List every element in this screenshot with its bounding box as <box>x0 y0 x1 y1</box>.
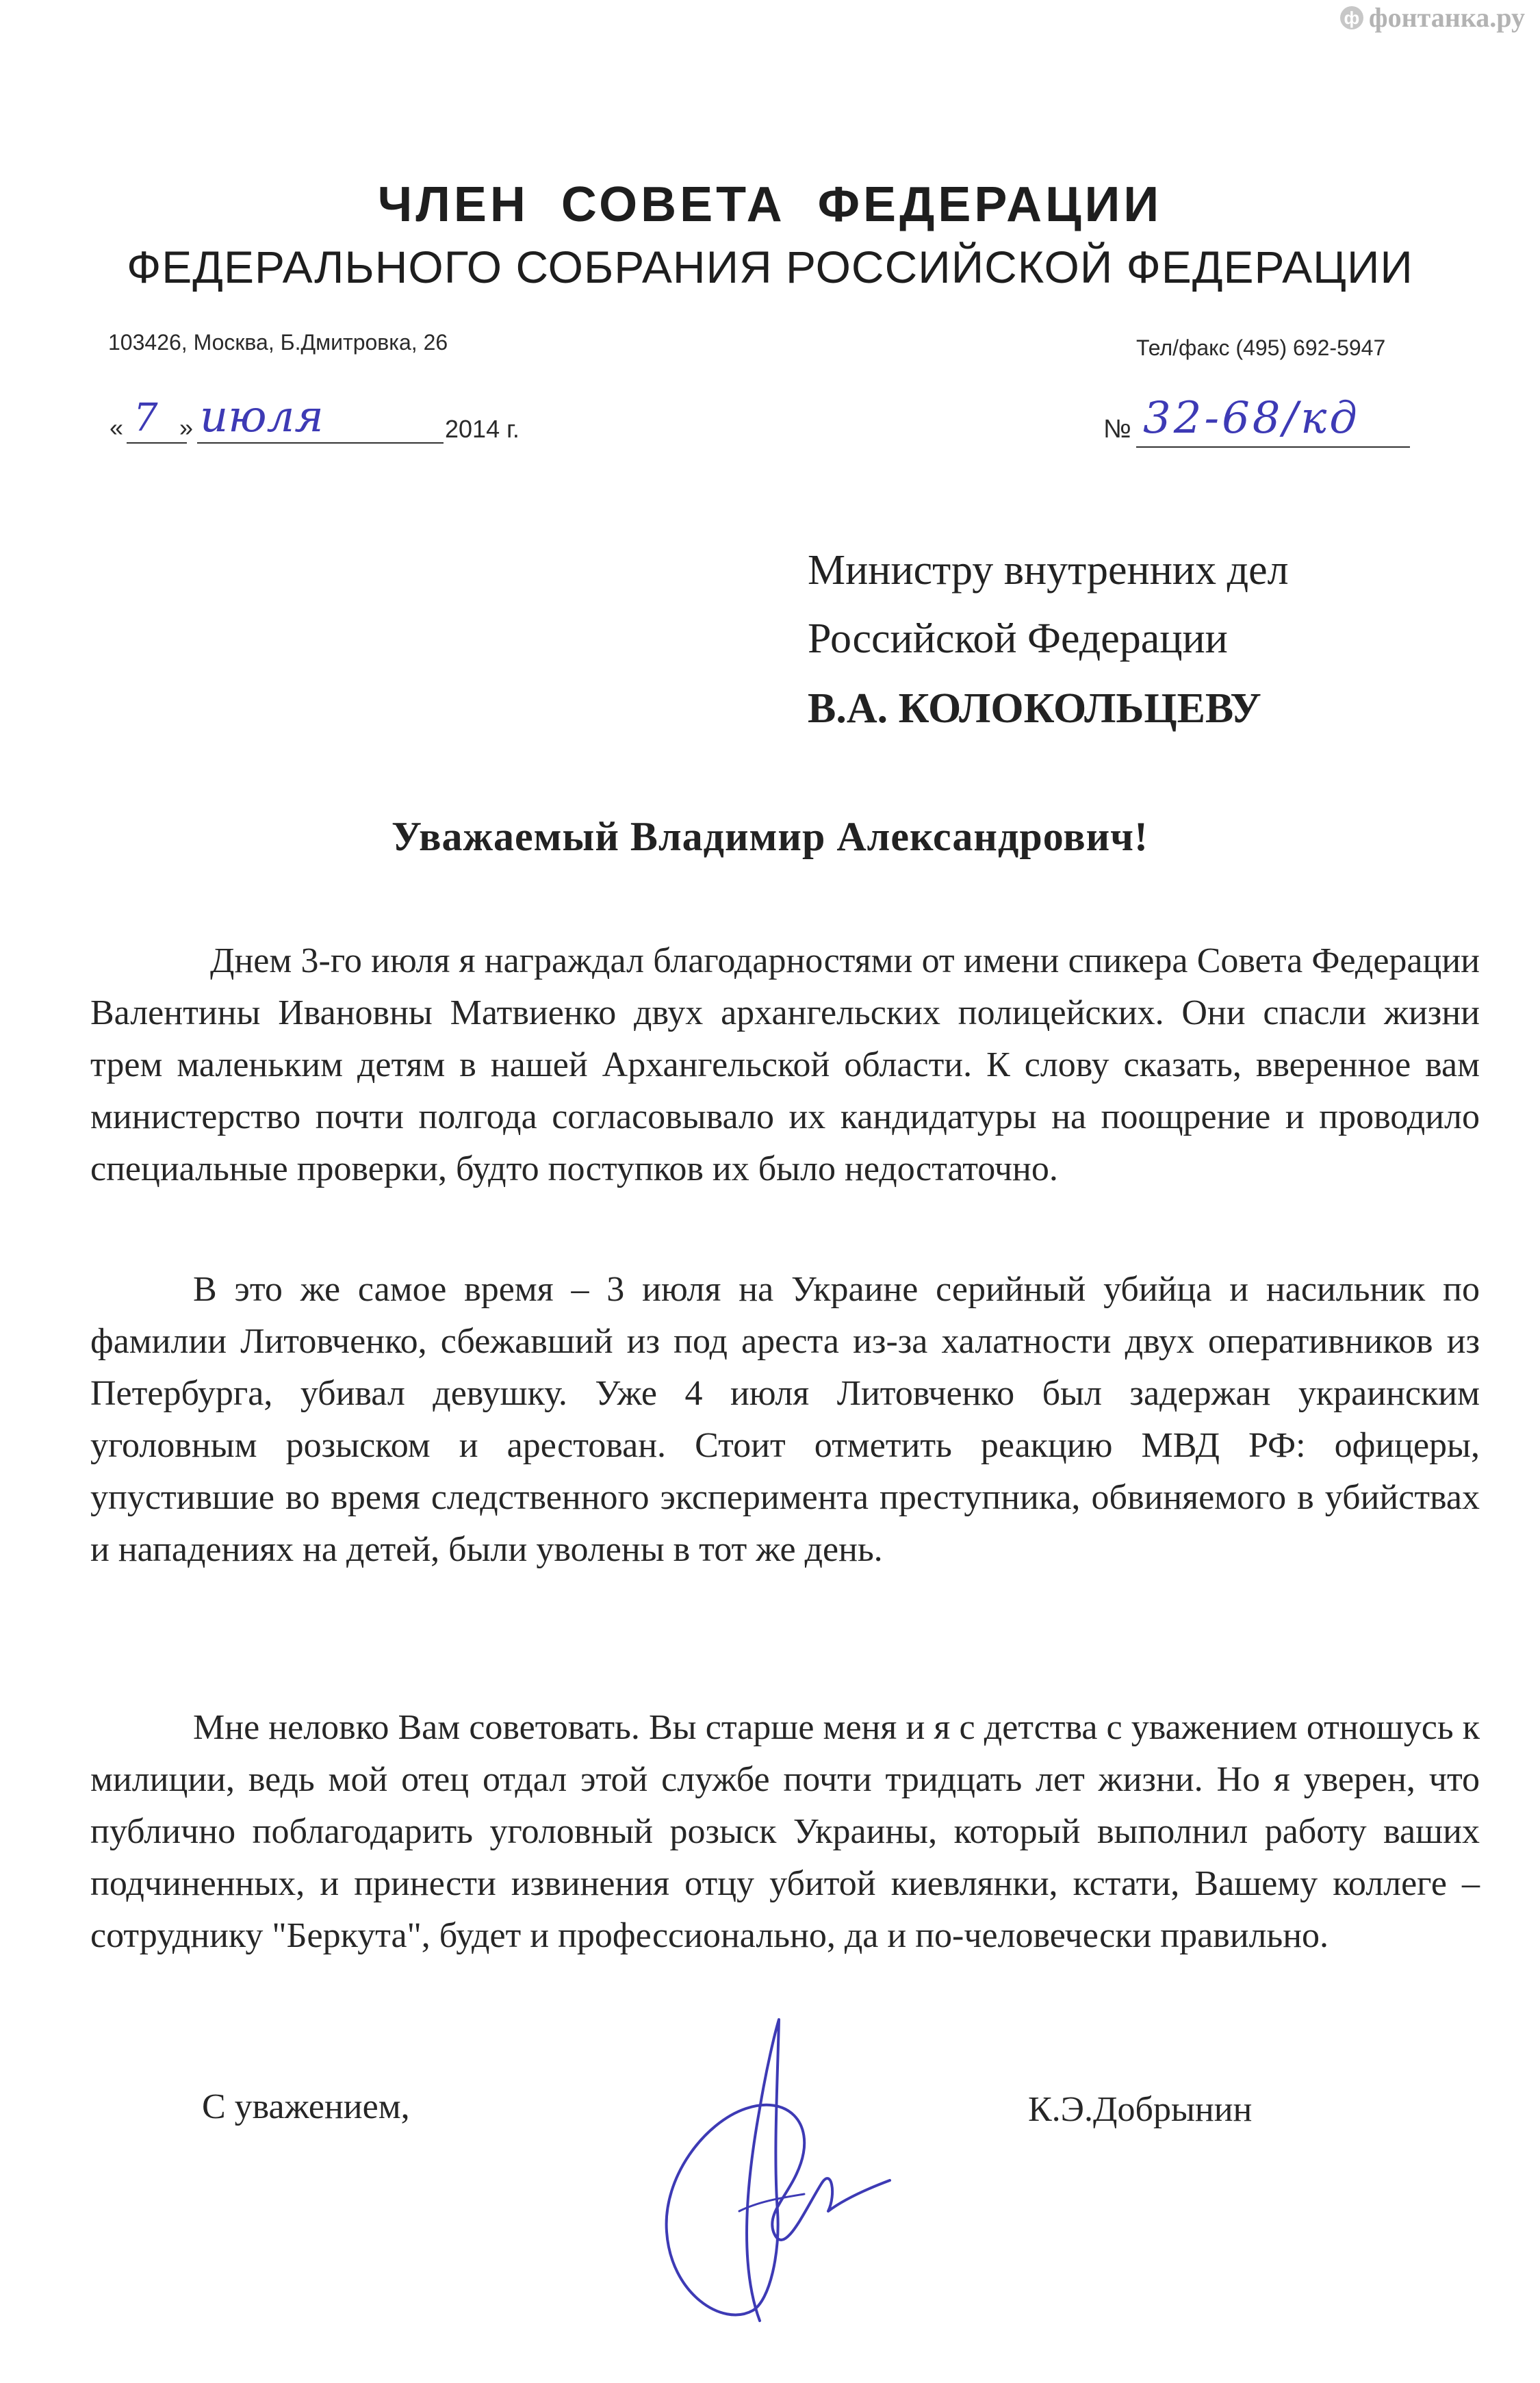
body-paragraph-2 <box>90 1264 1480 1576</box>
registration-number-underline <box>1136 446 1410 448</box>
registration-number-handwritten: 32-68/кд <box>1143 393 1360 444</box>
date-day-underline <box>127 442 187 444</box>
body-paragraph-1 <box>90 935 1480 1195</box>
letterhead-title: ЧЛЕН СОВЕТА ФЕДЕРАЦИИ <box>377 177 1163 232</box>
body-paragraph-1-text: Днем 3-го июля я награждал благодарностями от имени спикера Совета Федерации Валентины Ивановны Матвиенко двух архангельских полицейских. Они спасли жизни трем маленьким детям в нашей Архангельской области. К слову сказать, вверенное вам министерство почти полгода согласовывало их кандидатуры на поощрение и проводило специальные проверки, будто поступков их было недостаточно. <box>90 941 1480 1188</box>
letterhead-phone: Тел/факс (495) 692-5947 <box>1136 335 1386 360</box>
signer-name: К.Э.Добрынин <box>1028 2090 1253 2129</box>
date-month-underline <box>197 442 444 444</box>
letterhead-subtitle: ФЕДЕРАЛЬНОГО СОБРАНИЯ РОССИЙСКОЙ ФЕДЕРАЦИИ <box>127 242 1413 292</box>
body-paragraph-3-text: Мне неловко Вам советовать. Вы старше меня и я с детства с уважением отношусь к милиции, ведь мой отец отдал этой службе почти тридцать лет жизни. Но я уверен, что публично поблагодарить уголовный розыск Украины, который выполнил работу ваших подчиненных, и принести извинения отцу убитой киевлянки, кстати, Вашему коллеге – сотруднику "Беркута", будет и профессионально, да и по-человечески правильно. <box>90 1708 1480 1955</box>
letterhead-address: 103426, Москва, Б.Дмитровка, 26 <box>108 330 448 355</box>
date-day-handwritten: 7 <box>133 396 158 440</box>
registration-number-label: № <box>1103 415 1131 444</box>
watermark-text: фонтанка.ру <box>1368 2 1525 33</box>
watermark <box>1340 1 1525 34</box>
salutation: Уважаемый Владимир Александрович! <box>392 814 1148 859</box>
body-paragraph-2-text: В это же самое время – 3 июля на Украине серийный убийца и насильник по фамилии Литовченко, сбежавший из под ареста из-за халатности двух оперативников из Петербурга, убивал девушку. Уже 4 июля Литовченко был задержан украинским уголовным розыском и арестован. Стоит отметить реакцию МВД РФ: офицеры, упустившие во время следственного эксперимента преступника, обвиняемого в убийствах и нападениях на детей, были уволены в тот же день. <box>90 1270 1480 1569</box>
body-paragraph-3 <box>90 1702 1480 1962</box>
addressee-name: В.А. КОЛОКОЛЬЦЕВУ <box>808 685 1261 732</box>
date-month-handwritten: июля <box>200 392 324 442</box>
addressee-position: Министру внутренних дел <box>808 547 1289 594</box>
date-year: 2014 г. <box>445 415 519 443</box>
fontanka-logo-icon: ф <box>1340 6 1363 29</box>
addressee-organization: Российской Федерации <box>808 615 1228 662</box>
date-open-quote: « <box>110 413 124 442</box>
handwritten-signature <box>657 2006 903 2334</box>
closing: С уважением, <box>202 2087 410 2126</box>
date-close-quote: » <box>179 413 194 442</box>
